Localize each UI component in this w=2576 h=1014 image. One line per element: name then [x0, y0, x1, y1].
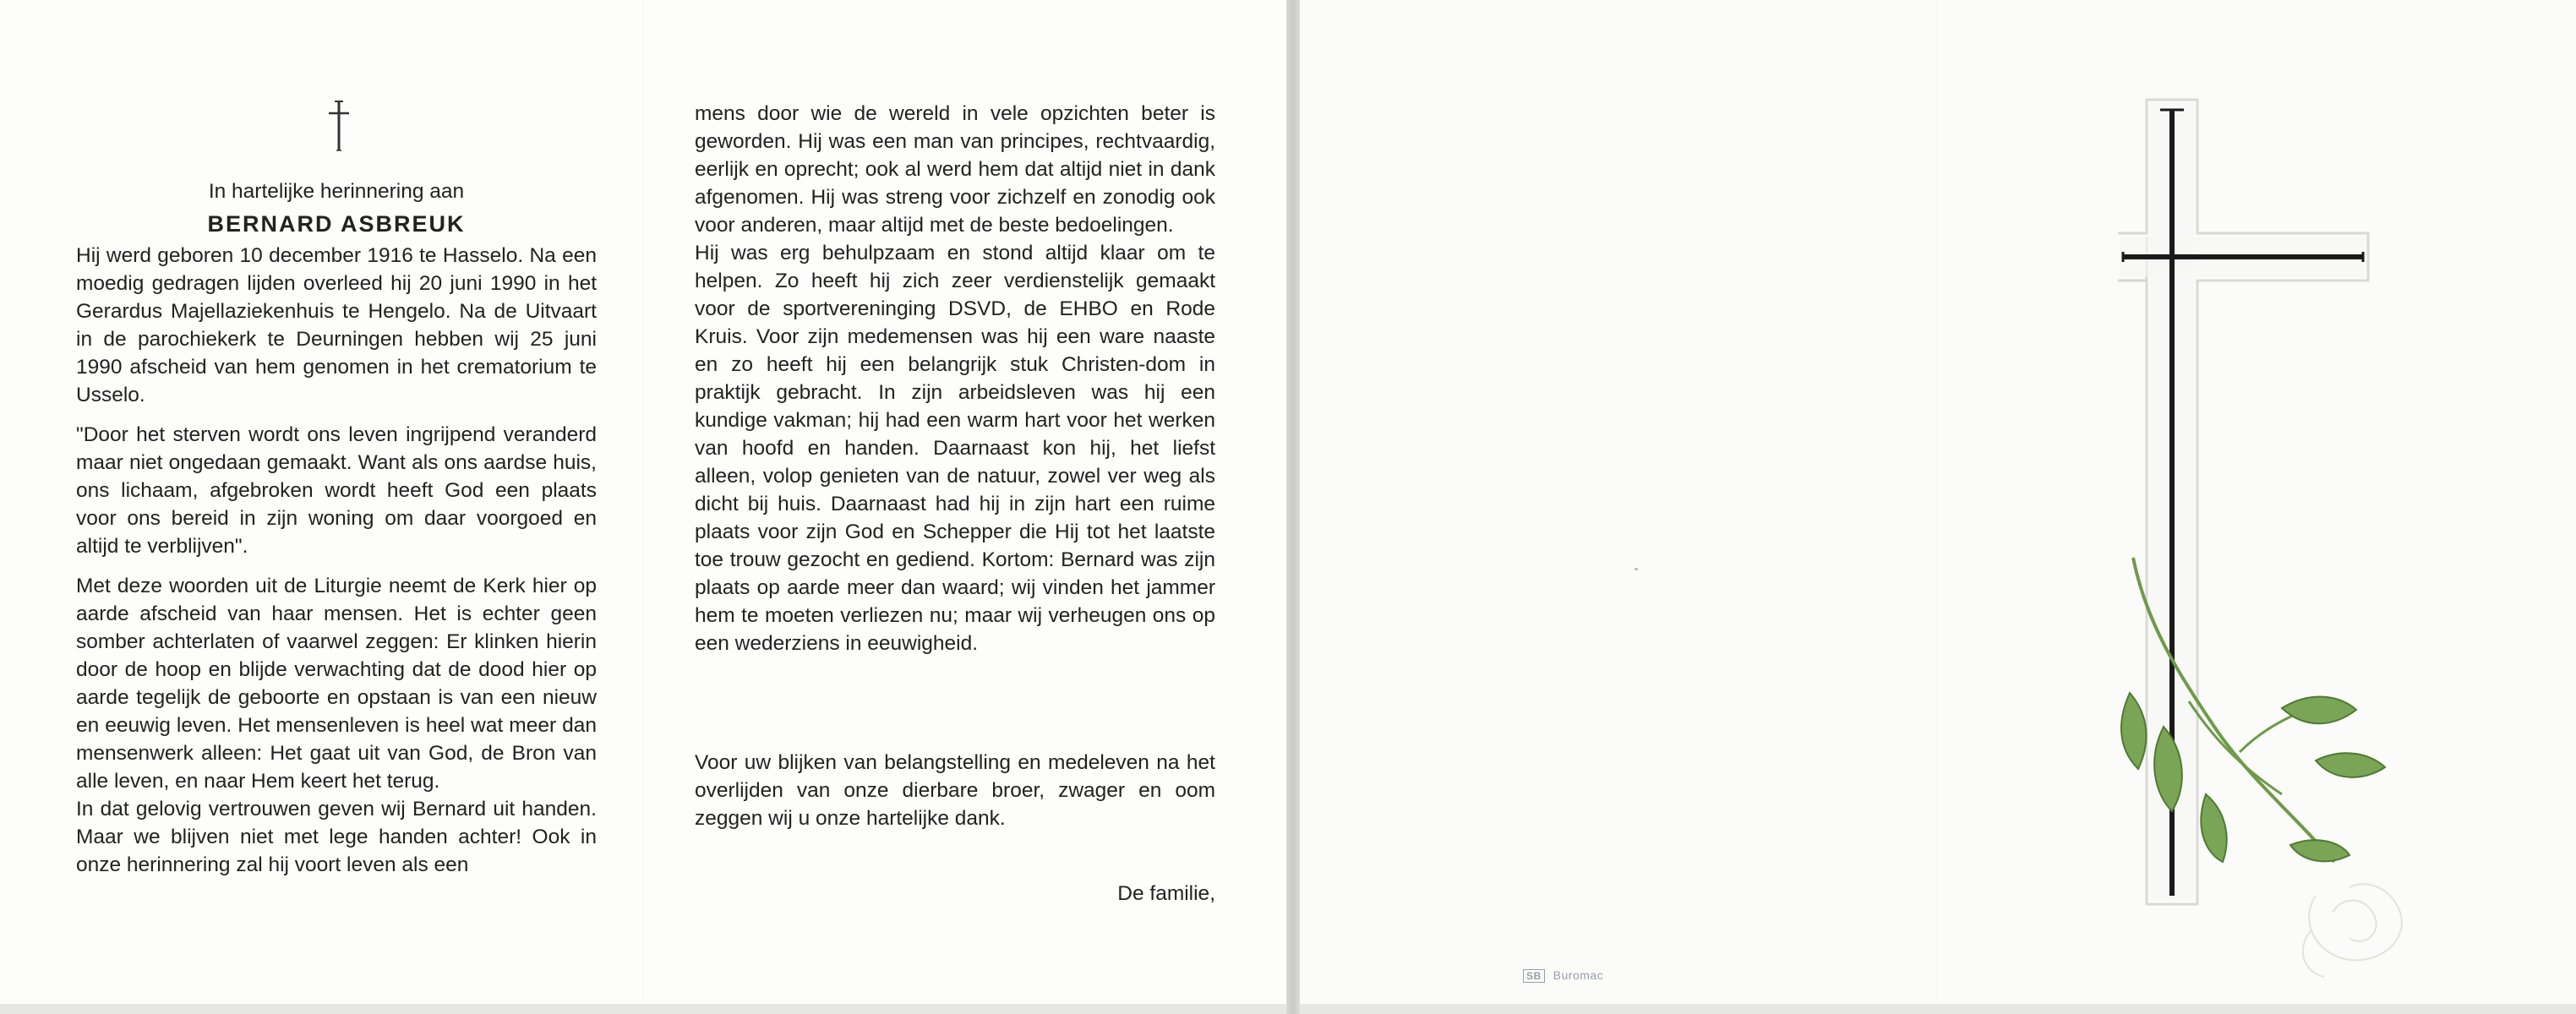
liturgy-paragraph: Met deze woorden uit de Liturgie neemt de Kerk hier op aarde afscheid van haar mensen. Het is echter geen somber achterlaten of vaarwel zeggen: Er klinken hierin door de hoop en blijde verwachting dat de dood hier op aarde tegelijk de geboorte en opstaan is van een nieuw en eeuwig leven. Het mensenleven is heel wat meer dan mensenwerk alleen: Het gaat uit van God, de Bron van alle leven, en naar Hem keert het terug.: [76, 575, 597, 793]
cross-with-rose-illustration: [2113, 84, 2485, 989]
faith-paragraph: In dat gelovig vertrouwen geven wij Bernard uit handen. Maar we blijven niet met lege handen achter! Ook in onze herinnering zal hij voort leven als een: [76, 798, 597, 876]
printer-logo-icon: SB: [1523, 969, 1545, 983]
card-inner-left: [0, 0, 1286, 1004]
deceased-name: BERNARD ASBREUK: [207, 211, 466, 237]
rose-bloom-icon: [2303, 884, 2402, 977]
signature: De familie,: [1117, 882, 1215, 905]
fold-line: [642, 0, 644, 1004]
paper-speck: [1635, 568, 1638, 570]
thanks-paragraph: Voor uw blijken van belangstelling en medeleven na het overlijden van onze dierbare broer, zwager en oom zeggen wij u onze hartelijke dank.: [695, 751, 1215, 830]
intro-text: In hartelijke herinnering aan: [208, 180, 465, 203]
embossed-cross-icon: [2118, 100, 2368, 904]
small-cross-icon: [325, 100, 353, 152]
text-column-left: [76, 177, 597, 879]
character-paragraph: mens door wie de wereld in vele opzichten beter is geworden. Hij was een man van principes, rechtvaardig, eerlijk en oprecht; ook al werd hem dat altijd niet in dank afgenomen. Hij was streng voor zichzelf en zonodig ook voor anderen, maar altijd met de beste bedoelingen.: [695, 102, 1215, 237]
card-gutter: [1286, 0, 1300, 1014]
fold-line-right: [1935, 0, 1938, 1004]
text-column-right: [695, 100, 1215, 908]
life-paragraph: Hij was erg behulpzaam en stond altijd klaar om te helpen. Zo heeft hij zich zeer verdienstelijk gemaakt voor de sportvereninging DSVD, de EHBO en Rode Kruis. Voor zijn medemensen was hij een ware naaste en zo heeft hij een belangrijk stuk Christen-dom in praktijk gebracht. In zijn arbeidsleven was hij een kundige vakman; hij had een warm hart voor het werken van hoofd en handen. Daarnaast kon hij, het liefst alleen, volop genieten van de natuur, zowel ver weg als dicht bij huis. Daarnaast had hij in zijn hart een ruime plaats voor zijn God en Schepper die Hij tot het laatste toe trouw gezocht en gediend. Kortom: Bernard was zijn plaats op aarde meer dan waard; wij vinden het jammer hem te moeten verliezen nu; maar wij verheugen ons op een wederziens in eeuwigheid.: [695, 242, 1215, 655]
printer-mark: [1523, 968, 1603, 983]
printer-name: Buromac: [1553, 968, 1604, 982]
quote-paragraph: "Door het sterven wordt ons leven ingrijpend veranderd maar niet ongedaan gemaakt. Want als ons aardse huis, ons lichaam, afgebroken wordt heeft God een plaats voor ons bereid in zijn woning om daar voorgoed en altijd te verblijven".: [76, 423, 597, 558]
biography-paragraph: Hij werd geboren 10 december 1916 te Hasselo. Na een moedig gedragen lijden overleed hij 20 juni 1990 in het Gerardus Majellaziekenhuis te Hengelo. Na de Uitvaart in de parochiekerk te Deurningen hebben wij 25 juni 1990 afscheid van hem genomen in het crematorium te Usselo.: [76, 244, 597, 406]
